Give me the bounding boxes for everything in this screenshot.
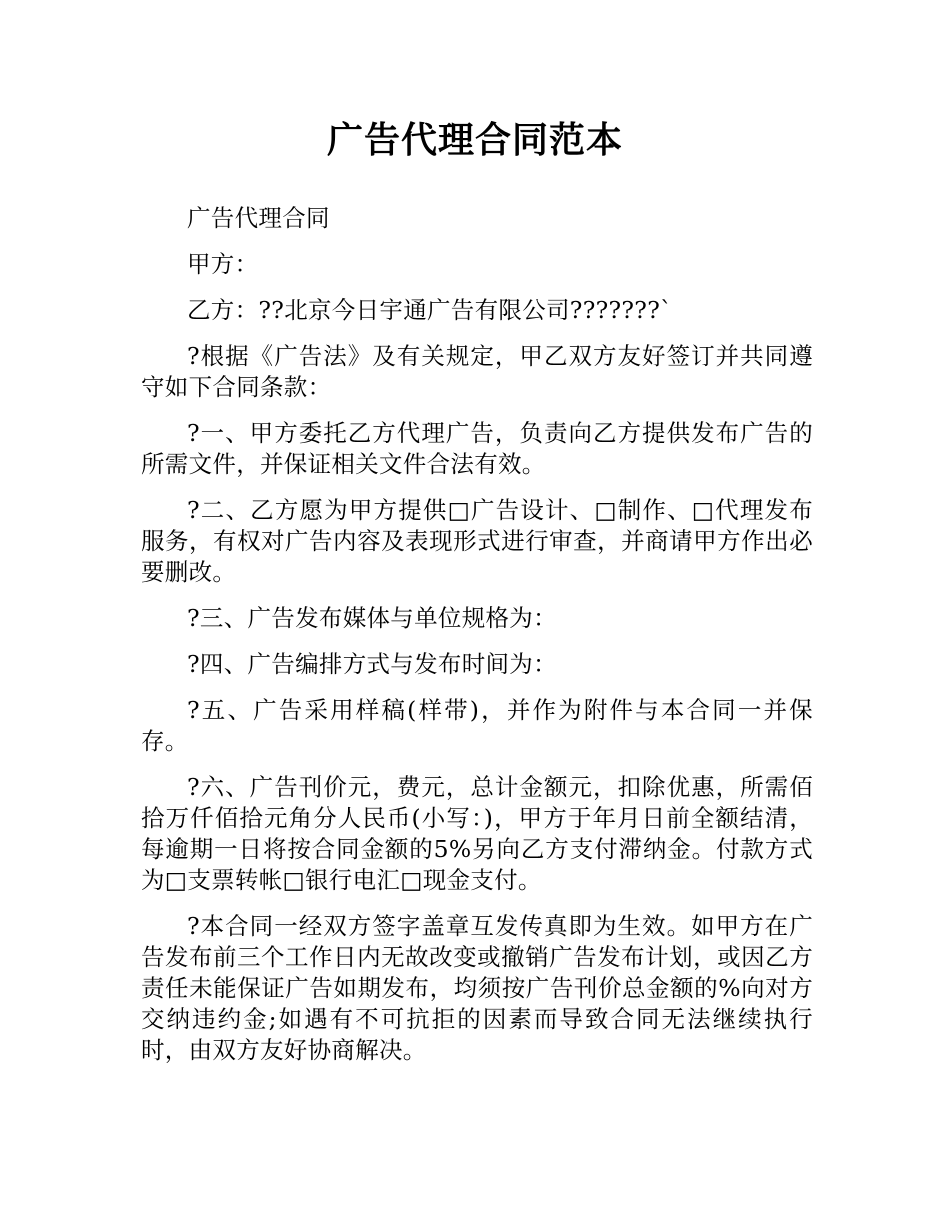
paragraph-clause-3: ?三、广告发布媒体与单位规格为： xyxy=(187,604,557,632)
document-body xyxy=(141,203,813,1081)
paragraph-preamble: ?根据《广告法》及有关规定，甲乙双方友好签订并共同遵守如下合同条款： xyxy=(141,342,813,401)
paragraph-clause-1: ?一、甲方委托乙方代理广告，负责向乙方提供发布广告的所需文件，并保证相关文件合法有效。 xyxy=(141,419,813,478)
paragraph-effectiveness: ?本合同一经双方签字盖章互发传真即为生效。如甲方在广告发布前三个工作日内无故改变或撤销广告发布计划，或因乙方责任未能保证广告如期发布，均须按广告刊价总金额的%向对方交纳违约金;如遇有不可抗拒的因素而导致合同无法继续执行时，由双方友好协商解决。 xyxy=(141,912,813,1064)
paragraph-clause-5: ?五、广告采用样稿(样带)，并作为附件与本合同一并保存。 xyxy=(141,696,813,755)
paragraph-clause-6: ?六、广告刊价元，费元，总计金额元，扣除优惠，所需佰拾万仟佰拾元角分人民币(小写：)，甲方于年月日前全额结清，每逾期一日将按合同金额的5%另向乙方支付滞纳金。付款方式为□支票转帐□银行电汇□现金支付。 xyxy=(141,773,813,894)
paragraph-party-b: 乙方：??北京今日宇通广告有限公司???????` xyxy=(187,296,673,324)
paragraph-party-a: 甲方： xyxy=(187,250,259,278)
paragraph-contract-heading: 广告代理合同 xyxy=(187,204,330,232)
paragraph-clause-2: ?二、乙方愿为甲方提供□广告设计、□制作、□代理发布服务，有权对广告内容及表现形式进行审查，并商请甲方作出必要删改。 xyxy=(141,496,813,586)
paragraph-clause-4: ?四、广告编排方式与发布时间为： xyxy=(187,650,557,678)
document-title: 广告代理合同范本 xyxy=(326,120,623,161)
